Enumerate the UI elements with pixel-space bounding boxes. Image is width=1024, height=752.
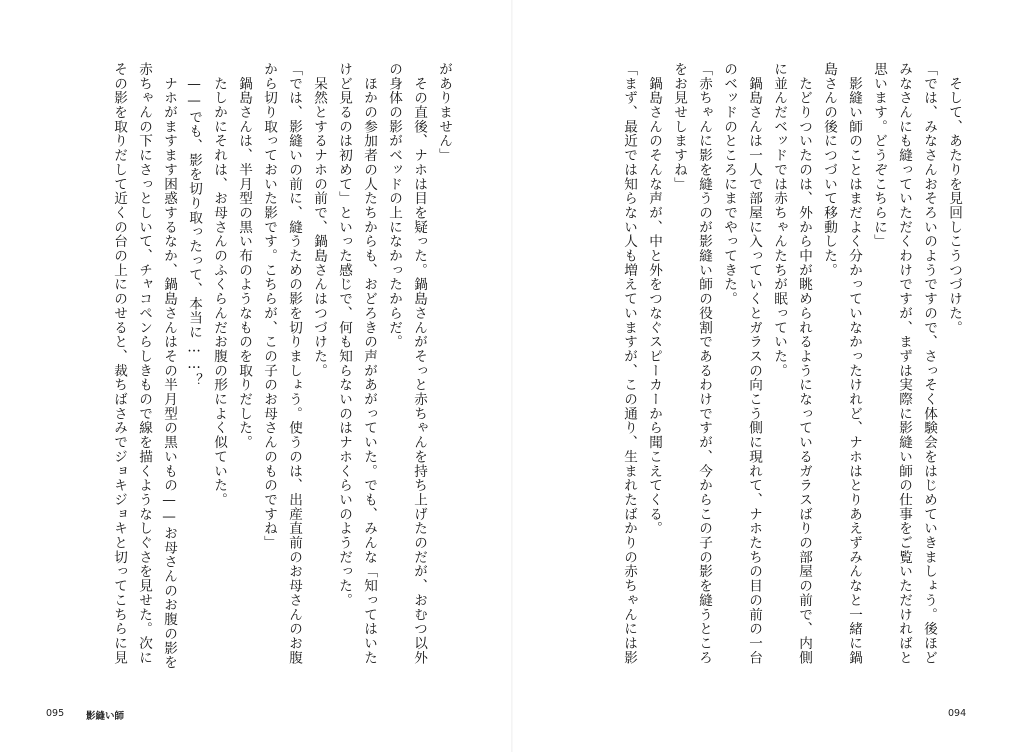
text-line: 島さんの後につづいて移動した。 (821, 62, 837, 278)
page-number-right: 094 (948, 708, 967, 719)
text-line: 「では、影縫いの前に、縫うための影を切りましょう。使うのは、出産直前のお母さんのお腹 (286, 62, 302, 665)
text-line: ——でも、影を切り取ったって、本当に……？ (186, 62, 202, 388)
text-line: 影縫い師のことはまだよく分かっていなかったけれど、ナホはとりあえずみんなと一緒に鍋 (846, 62, 862, 665)
text-line: けど見るのは初めて」といった感じで、何も知らないのはナホくらいのようだった。 (336, 62, 352, 608)
text-line: 鍋島さんは一人で部屋に入っていくとガラスの向こう側に現れて、ナホたちの目の前の一台 (746, 62, 762, 665)
text-line: 鍋島さんは、半月型の黒い布のようなものを取りだした。 (236, 62, 252, 450)
text-line: そして、あたりを見回しこうつづけた。 (946, 62, 962, 335)
page-gutter (511, 0, 513, 752)
left-page-text (51, 62, 456, 687)
text-line: たしかにそれは、お母さんのふくらんだお腹の形によく似ていた。 (211, 62, 227, 507)
text-line: のベッドのところにまでやってきた。 (721, 62, 737, 306)
text-line: から切り取っておいた影です。こちらが、この子のお母さんのものですね」 (261, 62, 277, 550)
text-line: がありません」 (436, 62, 452, 163)
text-line: ナホがますます困惑するなか、鍋島さんはその半月型の黒いもの——お母さんのお腹の影を (161, 62, 177, 670)
text-line: 「まず、最近では知らない人も増えていますが、この通り、生まれたばかりの赤ちゃんには影 (621, 62, 637, 665)
text-line: 「赤ちゃんに影を縫うのが影縫い師の役割であるわけですが、今からこの子の影を縫うところ (696, 62, 712, 665)
text-line: その直後、ナホは目を疑った。鍋島さんがそっと赤ちゃんを持ち上げたのだが、おむつ以外 (411, 62, 427, 665)
text-line: ほかの参加者の人たちからも、おどろきの声があがっていた。でも、みんな「知ってはいた (361, 62, 377, 665)
text-line: 「では、みなさんおそろいのようですので、さっそく体験会をはじめていきましょう。後ほど (921, 62, 937, 665)
text-line: に並んだベッドでは赤ちゃんたちが眠っていた。 (771, 62, 787, 378)
text-line: 鍋島さんのそんな声が、中と外をつなぐスピーカーから聞こえてくる。 (646, 62, 662, 536)
running-head: 影縫い師 (86, 711, 125, 722)
text-line: その影を取りだして近くの台の上にのせると、裁ちばさみでジョキジョキと切ってこちらに見 (111, 62, 127, 665)
text-line: の身体の影がベッドの上になかったからだ。 (386, 62, 402, 349)
text-line: をお見せしますね」 (671, 62, 687, 192)
right-page-text (561, 62, 966, 687)
page-number-left: 095 (46, 708, 65, 719)
text-line: 思います。どうぞこちらに」 (871, 62, 887, 249)
text-line: みなさんにも縫っていただくわけですが、まずは実際に影縫い師の仕事をご覧いただければと (896, 62, 912, 665)
text-line: たどりついたのは、外から中が眺められるようになっているガラスばりの部屋の前で、内側 (796, 62, 812, 665)
text-line: 赤ちゃんの下にさっとしいて、チャコペンらしきもので線を描くようなしぐさを見せた。次に (136, 62, 152, 665)
text-line: 呆然とするナホの前で、鍋島さんはつづけた。 (311, 62, 327, 378)
